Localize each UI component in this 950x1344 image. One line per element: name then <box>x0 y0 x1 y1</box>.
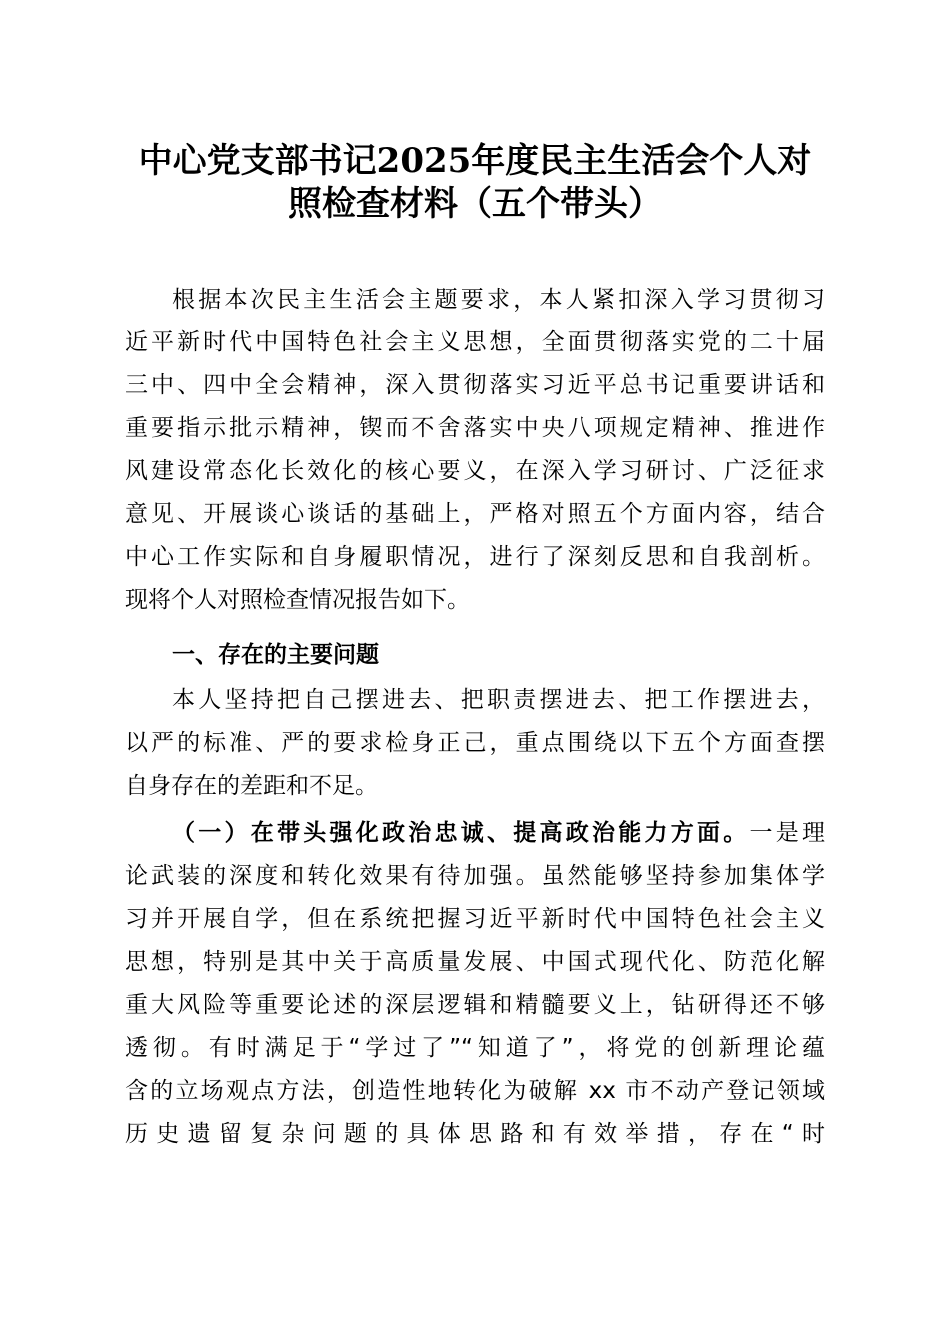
section-intro-line: 自身存在的差距和不足。 <box>125 773 378 799</box>
intro-paragraph-line: 现将个人对照检查情况报告如下。 <box>125 587 470 613</box>
section-intro-line: 本人坚持把自己摆进去、把职责摆进去、把工作摆进去， <box>172 687 825 713</box>
intro-paragraph-line: 三中、四中全会精神，深入贯彻落实习近平总书记重要讲话和 <box>125 372 825 398</box>
subsection-line: 思想，特别是其中关于高质量发展、中国式现代化、防范化解 <box>125 949 825 975</box>
document-title-line-2: 照检查材料（五个带头） <box>288 184 662 224</box>
subsection-line: 习并开展自学，但在系统把握习近平新时代中国特色社会主义 <box>125 906 825 932</box>
subsection-first-line <box>172 818 825 848</box>
intro-paragraph-line: 近平新时代中国特色社会主义思想，全面贯彻落实党的二十届 <box>125 329 825 355</box>
intro-paragraph-line: 意见、开展谈心谈话的基础上，严格对照五个方面内容，结合 <box>125 501 825 527</box>
subsection-lead-rest: 一是理 <box>749 820 825 846</box>
subsection-line: 历史遗留复杂问题的具体思路和有效举措，存在“时 <box>125 1121 825 1147</box>
intro-paragraph-line: 根据本次民主生活会主题要求，本人紧扣深入学习贯彻习 <box>172 287 825 313</box>
subsection-line: 重大风险等重要论述的深层逻辑和精髓要义上，钻研得还不够 <box>125 992 825 1018</box>
intro-paragraph-line: 中心工作实际和自身履职情况，进行了深刻反思和自我剖析。 <box>125 544 825 570</box>
subsection-bold-lead: （一）在带头强化政治忠诚、提高政治能力方面。 <box>172 820 750 846</box>
subsection-line: 含的立场观点方法，创造性地转化为破解 xx 市不动产登记领域 <box>125 1078 825 1104</box>
subsection-line: 透彻。有时满足于“学过了”“知道了”，将党的创新理论蕴 <box>125 1035 825 1061</box>
document-title-line-1: 中心党支部书记2025年度民主生活会个人对 <box>138 141 812 181</box>
subsection-line: 论武装的深度和转化效果有待加强。虽然能够坚持参加集体学 <box>125 863 825 889</box>
intro-paragraph-line: 重要指示批示精神，锲而不舍落实中央八项规定精神、推进作 <box>125 415 825 441</box>
intro-paragraph-line: 风建设常态化长效化的核心要义，在深入学习研讨、广泛征求 <box>125 458 825 484</box>
section-heading: 一、存在的主要问题 <box>172 642 379 668</box>
section-intro-line: 以严的标准、严的要求检身正己，重点围绕以下五个方面查摆 <box>125 730 825 756</box>
